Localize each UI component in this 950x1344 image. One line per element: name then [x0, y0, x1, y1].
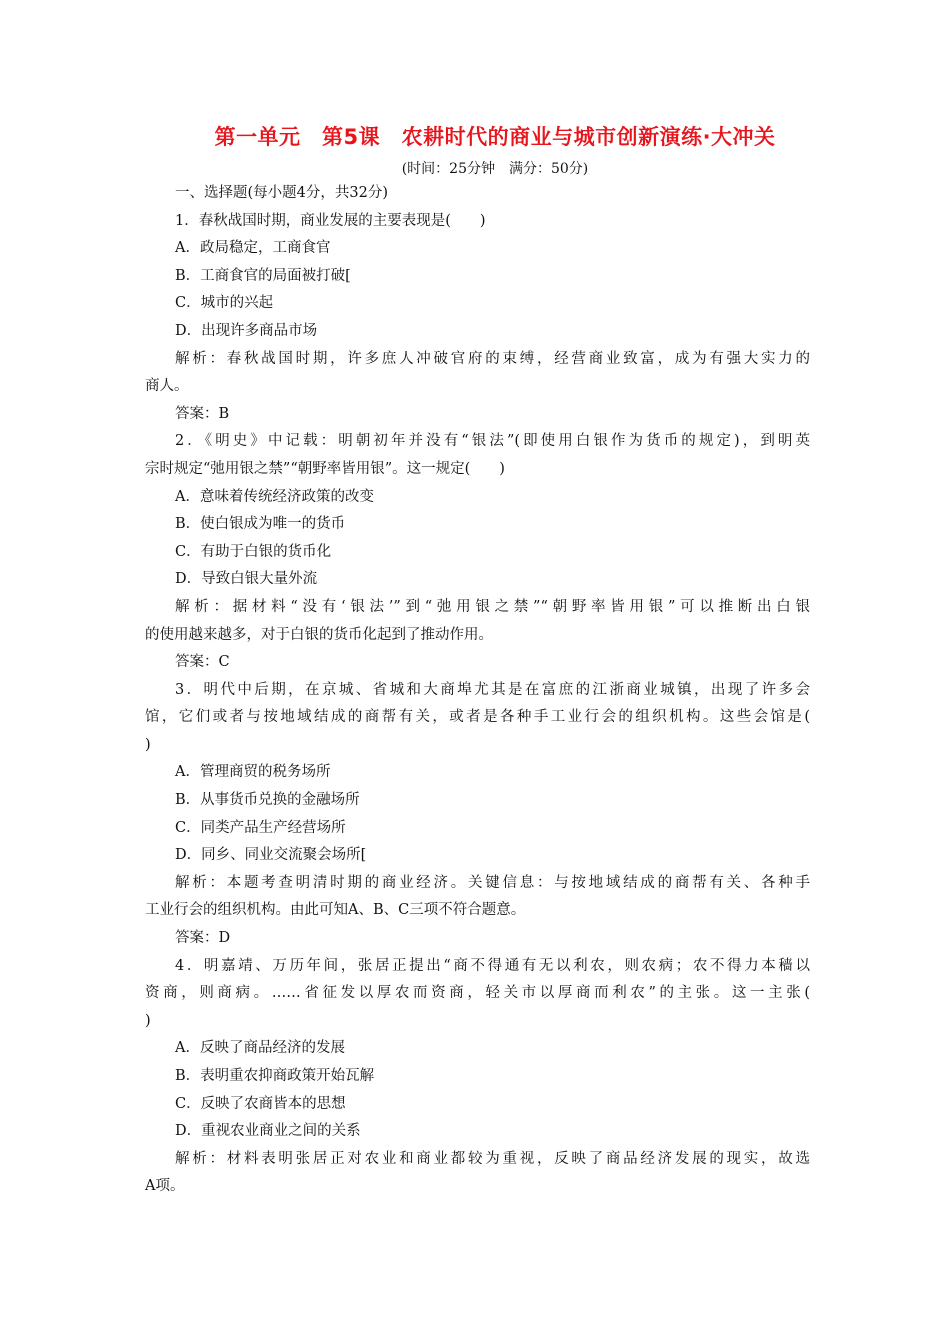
option-c: C．有助于白银的货币化: [175, 543, 332, 560]
question-stem: ): [145, 736, 151, 753]
analysis-text: 商人。: [145, 378, 189, 395]
question-stem: 资商，则商病。……省征发以厚农而资商，轻关市以厚商而利农”的主张。这一主张(: [145, 985, 810, 1002]
analysis-text: 解析：春秋战国时期，许多庶人冲破官府的束缚，经营商业致富，成为有强大实力的: [175, 350, 810, 367]
document-body: [145, 180, 810, 1201]
option-c: C．同类产品生产经营场所: [175, 819, 346, 836]
analysis-text: 解析：本题考查明清时期的商业经济。关键信息：与按地域结成的商帮有关、各种手: [175, 874, 810, 891]
option-b: B．工商食官的局面被打破[: [175, 267, 351, 284]
answer-text: 答案：D: [175, 930, 231, 947]
section-heading: 一、选择题(每小题4分，共32分): [175, 185, 388, 201]
option-a: A．管理商贸的税务场所: [175, 764, 331, 781]
option-d: D．重视农业商业之间的关系: [175, 1123, 361, 1140]
option-d: D．出现许多商品市场: [175, 322, 318, 339]
question-stem: 宗时规定“弛用银之禁”“朝野率皆用银”。这一规定( ): [145, 460, 505, 477]
option-c: C．城市的兴起: [175, 295, 274, 312]
question-stem: 馆，它们或者与按地域结成的商帮有关，或者是各种手工业行会的组织机构。这些会馆是(: [145, 709, 810, 726]
question-block: [145, 953, 810, 1201]
option-a: A．政局稳定，工商食官: [175, 240, 331, 257]
answer-text: 答案：B: [175, 405, 230, 422]
analysis-text: 解析：据材料“没有‘银法’”到“弛用银之禁”“朝野率皆用银”可以推断出白银: [175, 598, 810, 615]
option-b: B．从事货币兑换的金融场所: [175, 792, 360, 809]
question-block: [145, 428, 810, 676]
analysis-text: A项。: [145, 1178, 185, 1195]
analysis-text: 的使用越来越多，对于白银的货币化起到了推动作用。: [145, 626, 493, 643]
question-stem: 1．春秋战国时期，商业发展的主要表现是( ): [175, 212, 486, 229]
question-block: [145, 677, 810, 953]
option-b: B．表明重农抑商政策开始瓦解: [175, 1068, 375, 1084]
question-stem: ): [145, 1012, 151, 1029]
option-d: D．同乡、同业交流聚会场所[: [175, 847, 367, 864]
question-stem: 4．明嘉靖、万历年间，张居正提出“商不得通有无以利农，则农病；农不得力本穑以: [175, 957, 810, 974]
option-a: A．意味着传统经济政策的改变: [175, 488, 374, 505]
analysis-text: 解析：材料表明张居正对农业和商业都较为重视，反映了商品经济发展的现实，故选: [175, 1150, 810, 1167]
option-b: B．使白银成为唯一的货币: [175, 516, 346, 533]
analysis-text: 工业行会的组织机构。由此可知A、B、C三项不符合题意。: [145, 902, 526, 919]
page-subtitle: (时间：25分钟 满分：50分): [401, 161, 589, 177]
question-stem: 2．《明史》中记载：明朝初年并没有“银法”(即使用白银作为货币的规定)，到明英: [175, 433, 810, 450]
question-stem: 3．明代中后期，在京城、省城和大商埠尤其是在富庶的江浙商业城镇，出现了许多会: [175, 681, 810, 698]
page-title: 第一单元 第5课 农耕时代的商业与城市创新演练·大冲关: [214, 125, 776, 149]
option-a: A．反映了商品经济的发展: [175, 1040, 345, 1057]
option-c: C．反映了农商皆本的思想: [175, 1095, 346, 1112]
answer-text: 答案：C: [175, 654, 230, 671]
question-block: [145, 208, 810, 429]
option-d: D．导致白银大量外流: [175, 571, 318, 588]
